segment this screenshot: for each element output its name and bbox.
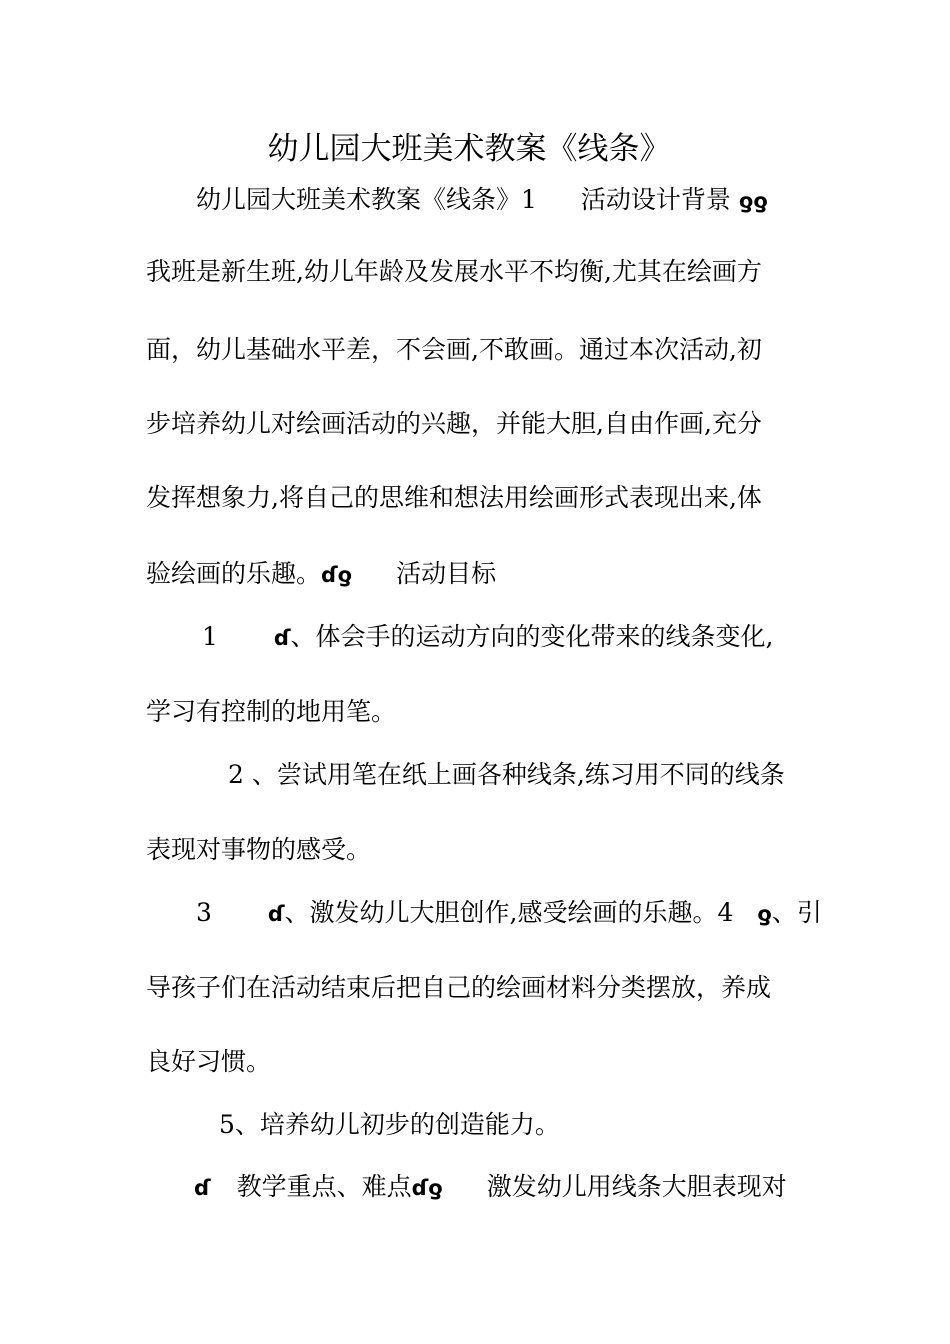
list-item: 2 、尝试用笔在纸上画各种线条,练习用不同的线条: [228, 760, 785, 789]
bullet-glyph: ƍ: [757, 902, 772, 926]
bullet-glyph: ɗ: [267, 902, 285, 926]
paragraph-line: 表现对事物的感受。: [146, 835, 372, 864]
section-heading: 活动设计背景: [580, 185, 731, 214]
bullet-glyph: ɗƍ: [321, 563, 353, 587]
list-item-text: 、引: [771, 898, 822, 927]
bullet-glyph: ɗƍ: [411, 1176, 443, 1200]
list-item: 5、培养幼儿初步的创造能力。: [219, 1110, 560, 1139]
bullet-glyph: ɗ: [273, 626, 291, 650]
list-item: [196, 896, 822, 931]
paragraph-line: 导孩子们在活动结束后把自己的绘画材料分类摆放，养成: [146, 973, 772, 1002]
paragraph-line: 我班是新生班,幼儿年龄及发展水平不均衡,尤其在绘画方: [146, 257, 762, 286]
list-item: [202, 620, 774, 655]
paragraph-line: [194, 1170, 787, 1205]
list-number: 3: [196, 898, 212, 927]
subtitle-text: 幼儿园大班美术教案《线条》1: [196, 185, 537, 214]
paragraph-text: 验绘画的乐趣。: [146, 559, 322, 588]
list-item-text: 、激发幼儿大胆创作,感受绘画的乐趣。4: [284, 898, 734, 927]
list-number: 1: [202, 622, 218, 651]
paragraph-line: 学习有控制的地用笔。: [146, 697, 397, 726]
section-heading: 活动目标: [396, 559, 497, 588]
bullet-glyph: ɗ: [194, 1176, 211, 1200]
paragraph-line: 良好习惯。: [146, 1047, 272, 1076]
bullet-glyph: ƍƍ: [738, 189, 768, 213]
paragraph-text: 激发幼儿用线条大胆表现对: [486, 1172, 787, 1201]
paragraph-line: 步培养幼儿对绘画活动的兴趣，并能大胆,自由作画,充分: [146, 409, 762, 438]
paragraph-line: 面，幼儿基础水平差，不会画,不敢画。通过本次活动,初: [146, 335, 762, 364]
paragraph-line: 发挥想象力,将自己的思维和想法用绘画形式表现出来,体: [146, 483, 762, 512]
section-heading: 教学重点、难点: [236, 1172, 412, 1201]
document-title: 幼儿园大班美术教案《线条》: [267, 131, 671, 167]
list-item-text: 、体会手的运动方向的变化带来的线条变化,: [290, 622, 774, 651]
paragraph-line: [146, 557, 496, 592]
paragraph-line: [196, 183, 768, 218]
